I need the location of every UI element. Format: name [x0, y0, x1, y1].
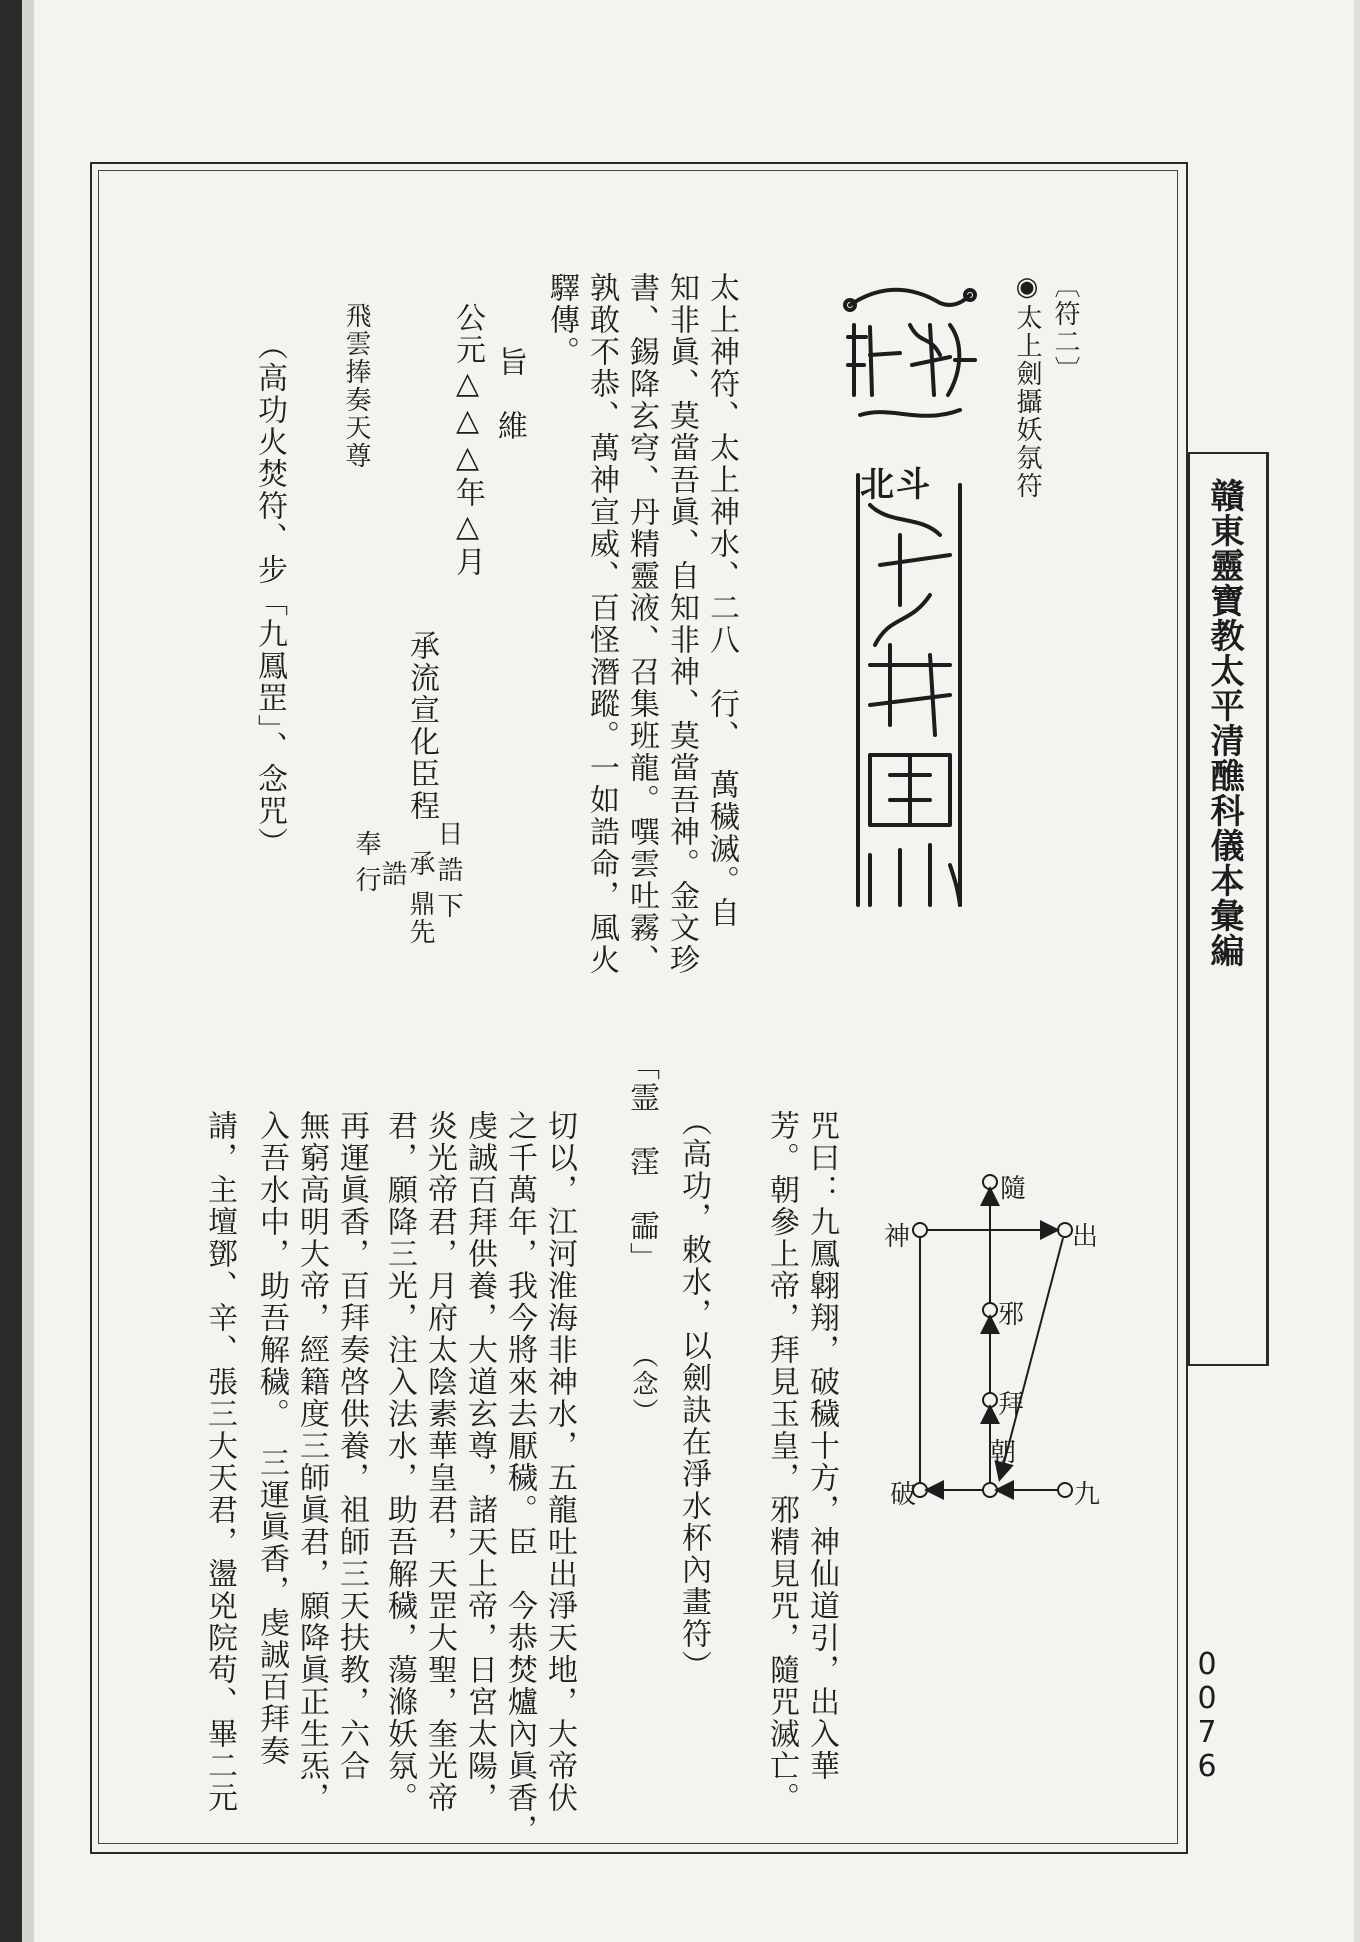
- signature-feng: 奉: [351, 830, 381, 858]
- date-line: 公元△△△年△月: [450, 302, 485, 578]
- label-sui: 隨: [1000, 1174, 1027, 1204]
- talisman-glyph-5: [870, 645, 950, 735]
- node-sui: [983, 1175, 997, 1189]
- rite-name: 「霊 霔 霝」: [624, 1050, 659, 1274]
- talisman-glyph-3: [948, 325, 975, 395]
- body-col-2: 知非眞、莫當吾眞、自知非神、莫當吾神。金文珍: [664, 272, 699, 976]
- body-col-4: 孰敢不恭、萬神宣威、百怪潛蹤。一如誥命，風火: [584, 272, 619, 976]
- zhi-line: 旨 維: [492, 346, 527, 442]
- fu-name: ◉太上劍攝妖氛符: [1012, 272, 1042, 500]
- lower-col-2: 之千萬年，我今將來去厭穢。臣 今恭焚爐內眞香，: [502, 1110, 537, 1846]
- node-chao: [983, 1483, 997, 1497]
- label-chu: 出: [1072, 1222, 1099, 1252]
- page-number: 0076: [1197, 1647, 1217, 1784]
- talisman-frame: [858, 475, 960, 905]
- node-xie: [983, 1303, 997, 1317]
- label-po: 破: [890, 1480, 917, 1510]
- node-bai: [983, 1393, 997, 1407]
- signature-gao: 誥: [433, 856, 463, 884]
- label-bai: 拜: [998, 1390, 1025, 1420]
- signature-xing: 行: [351, 866, 381, 894]
- lower-col-9: 請，主壇鄧、辛、張三大天君，盪兇院苟、畢二元: [202, 1110, 237, 1814]
- signature-xia: 下: [433, 892, 463, 920]
- lower-col-7: 無窮高明大帝，經籍度三師眞君，願降眞正生炁，: [294, 1110, 329, 1814]
- body-col-3: 書、錫降玄穹、丹精靈液、召集班龍。噀雲吐霧、: [624, 272, 659, 976]
- gaogong-note: （高功火焚符、步「九鳳罡」、念咒）: [252, 330, 287, 859]
- label-jiu: 九: [1074, 1480, 1101, 1510]
- lower-col-4: 炎光帝君，月府太陰素華皇君，天罡大聖，奎光帝: [422, 1110, 457, 1814]
- lower-col-8: 入吾水中，助吾解穢。 三運眞香，虔誠百拜奏: [254, 1110, 289, 1767]
- talisman-drawing: [840, 265, 980, 925]
- zhou-col-1: 咒曰：九鳳翺翔，破穢十方，神仙道引，出入華: [804, 1110, 839, 1782]
- body-col-1: 太上神符、太上神水、二八 行、 萬穢滅。自: [704, 272, 739, 929]
- scan-gutter: [0, 0, 22, 1942]
- signature-name: 鼎先: [405, 890, 435, 946]
- talisman-glyph-7: [870, 845, 960, 905]
- signature-day: 日: [433, 820, 463, 848]
- feiyun-line: 飛雲捧奏天尊: [341, 302, 371, 470]
- scan-gutter-edge: [22, 0, 34, 1942]
- node-jiu: [1058, 1483, 1072, 1497]
- talisman-glyph-2: [910, 325, 950, 395]
- nian-label: （念）: [628, 1342, 658, 1426]
- signature-gao2: 誥: [377, 860, 407, 888]
- label-chao: 朝: [990, 1438, 1017, 1468]
- signature-main: 承流宣化臣程: [404, 630, 439, 822]
- talisman-crown: [850, 290, 970, 305]
- node-shen: [913, 1223, 927, 1237]
- talisman-wave: [860, 410, 960, 416]
- lower-col-1: 切以，江河淮海非神水，五龍吐出淨天地，大帝伏: [542, 1110, 577, 1814]
- page-edge: [1354, 0, 1360, 1942]
- lower-col-5: 君，願降三光，注入法水，助吾解穢，蕩滌妖氛。: [382, 1110, 417, 1814]
- node-chu: [1058, 1223, 1072, 1237]
- lower-col-3: 虔誠百拜供養，大道玄尊，諸天上帝，日宮太陽，: [462, 1110, 497, 1814]
- label-xie: 邪: [998, 1300, 1025, 1330]
- lower-col-6: 再運眞香，百拜奏啓供養，祖師三天扶教，六合: [334, 1110, 369, 1782]
- talisman-glyph-4: [870, 505, 950, 645]
- side-title: 贛東靈寶教太平清醮科儀本彙編: [1204, 478, 1244, 968]
- body-col-5: 驛傳。: [544, 272, 579, 368]
- note-2: （高功，敕水，以劍訣在淨水杯內畫符）: [676, 1106, 711, 1682]
- fu-label: 〔符二〕: [1050, 272, 1080, 384]
- zhou-col-2: 芳。朝參上帝，拜見玉皇，邪精見咒，隨咒滅亡。: [764, 1110, 799, 1814]
- label-shen: 神: [884, 1222, 911, 1252]
- talisman-text: 北斗: [860, 465, 932, 505]
- signature-cheng: 承: [405, 850, 435, 878]
- talisman-glyph-6: [870, 755, 950, 825]
- talisman-glyph-1: [848, 325, 900, 395]
